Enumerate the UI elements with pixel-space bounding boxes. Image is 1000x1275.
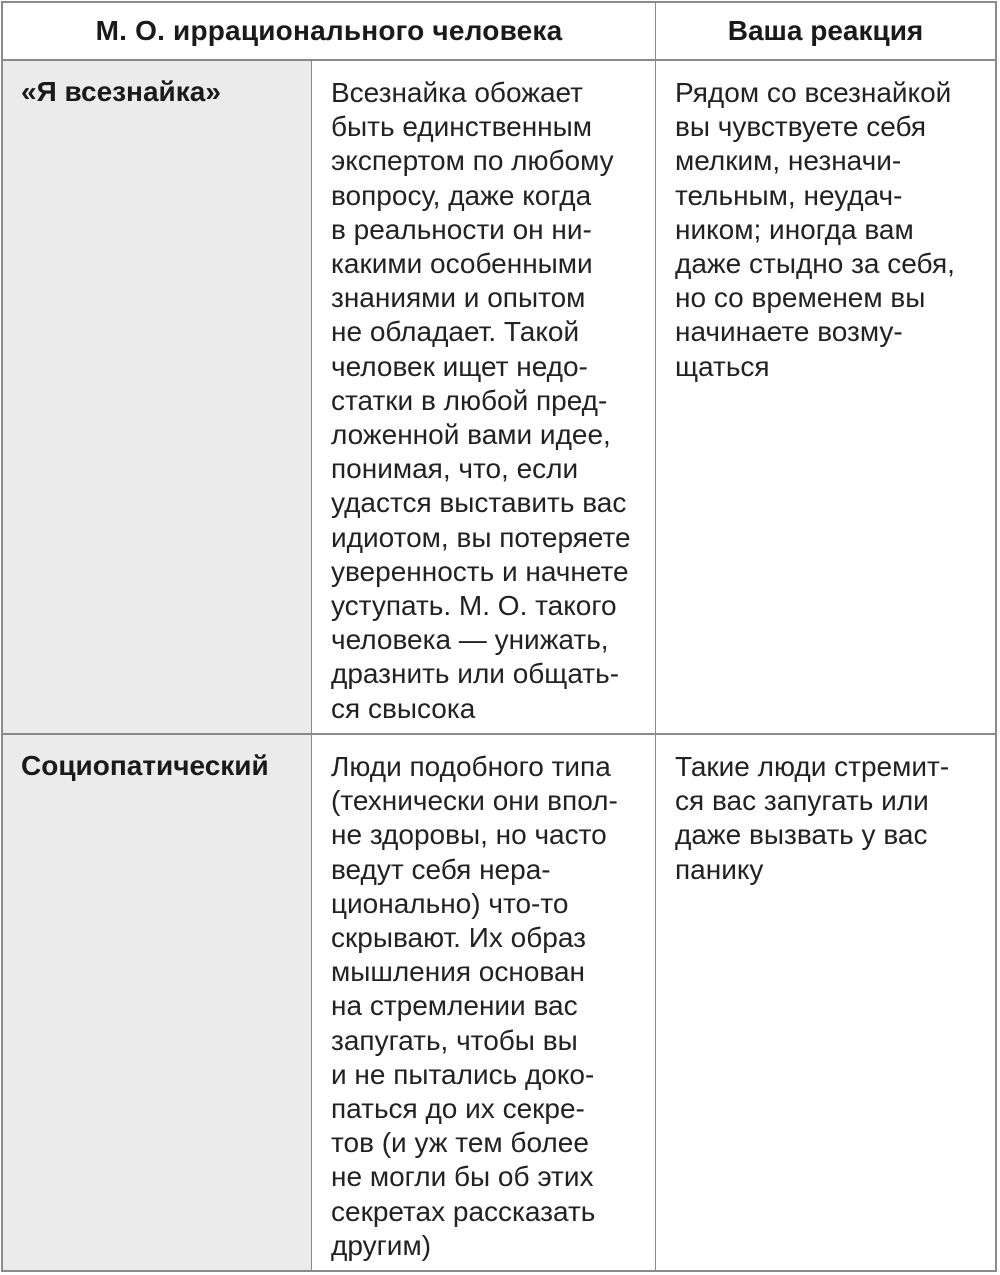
row-2-description: Люди подобного типа (технически они впол- не здоровы, но часто ведут себя нера- ционально) что-то скрывают. Их образ мышления основан на стремлении вас запугать, чтобы вы и не пытались доко- паться до их секре- тов (и уж тем более не могли бы об этих секретах рассказать другим) xyxy=(331,751,618,1261)
header-reaction-label: Ваша реакция xyxy=(727,15,924,46)
row-1-reaction-cell xyxy=(656,61,995,735)
row-2-type: Социопатический xyxy=(21,750,269,781)
row-1-reaction: Рядом со всезнайкой вы чувствуете себя мелким, незначи- тельным, неудач- ником; иногда вам даже стыдно за себя, но со временем вы начинаете возму- щаться xyxy=(675,77,955,382)
row-2-reaction-cell xyxy=(656,735,995,1270)
row-2-description-cell xyxy=(312,735,656,1270)
header-strategy-label: М. О. иррационального человека xyxy=(95,15,563,46)
row-1-description: Всезнайка обожает быть единственным экспертом по любому вопросу, даже когда в реальности он ни- какими особенными знаниями и опытом не обладает. Такой человек ищет недо- статки в любой пред- ложенной вами идее, понимая, что, если удастся выставить вас идиотом, вы потеряете уверенность и начнете уступать. М. О. такого человека — унижать, дразнить или общать- ся свысока xyxy=(331,77,631,724)
header-strategy xyxy=(3,3,656,61)
row-1-type-cell xyxy=(3,61,312,735)
row-2-type-cell xyxy=(3,735,312,1270)
comparison-table xyxy=(1,1,997,1272)
row-1-description-cell xyxy=(312,61,656,735)
row-1-type: «Я всезнайка» xyxy=(21,76,221,107)
row-2-reaction: Такие люди стремит- ся вас запугать или даже вызвать у вас панику xyxy=(675,751,950,885)
header-reaction xyxy=(656,3,995,61)
